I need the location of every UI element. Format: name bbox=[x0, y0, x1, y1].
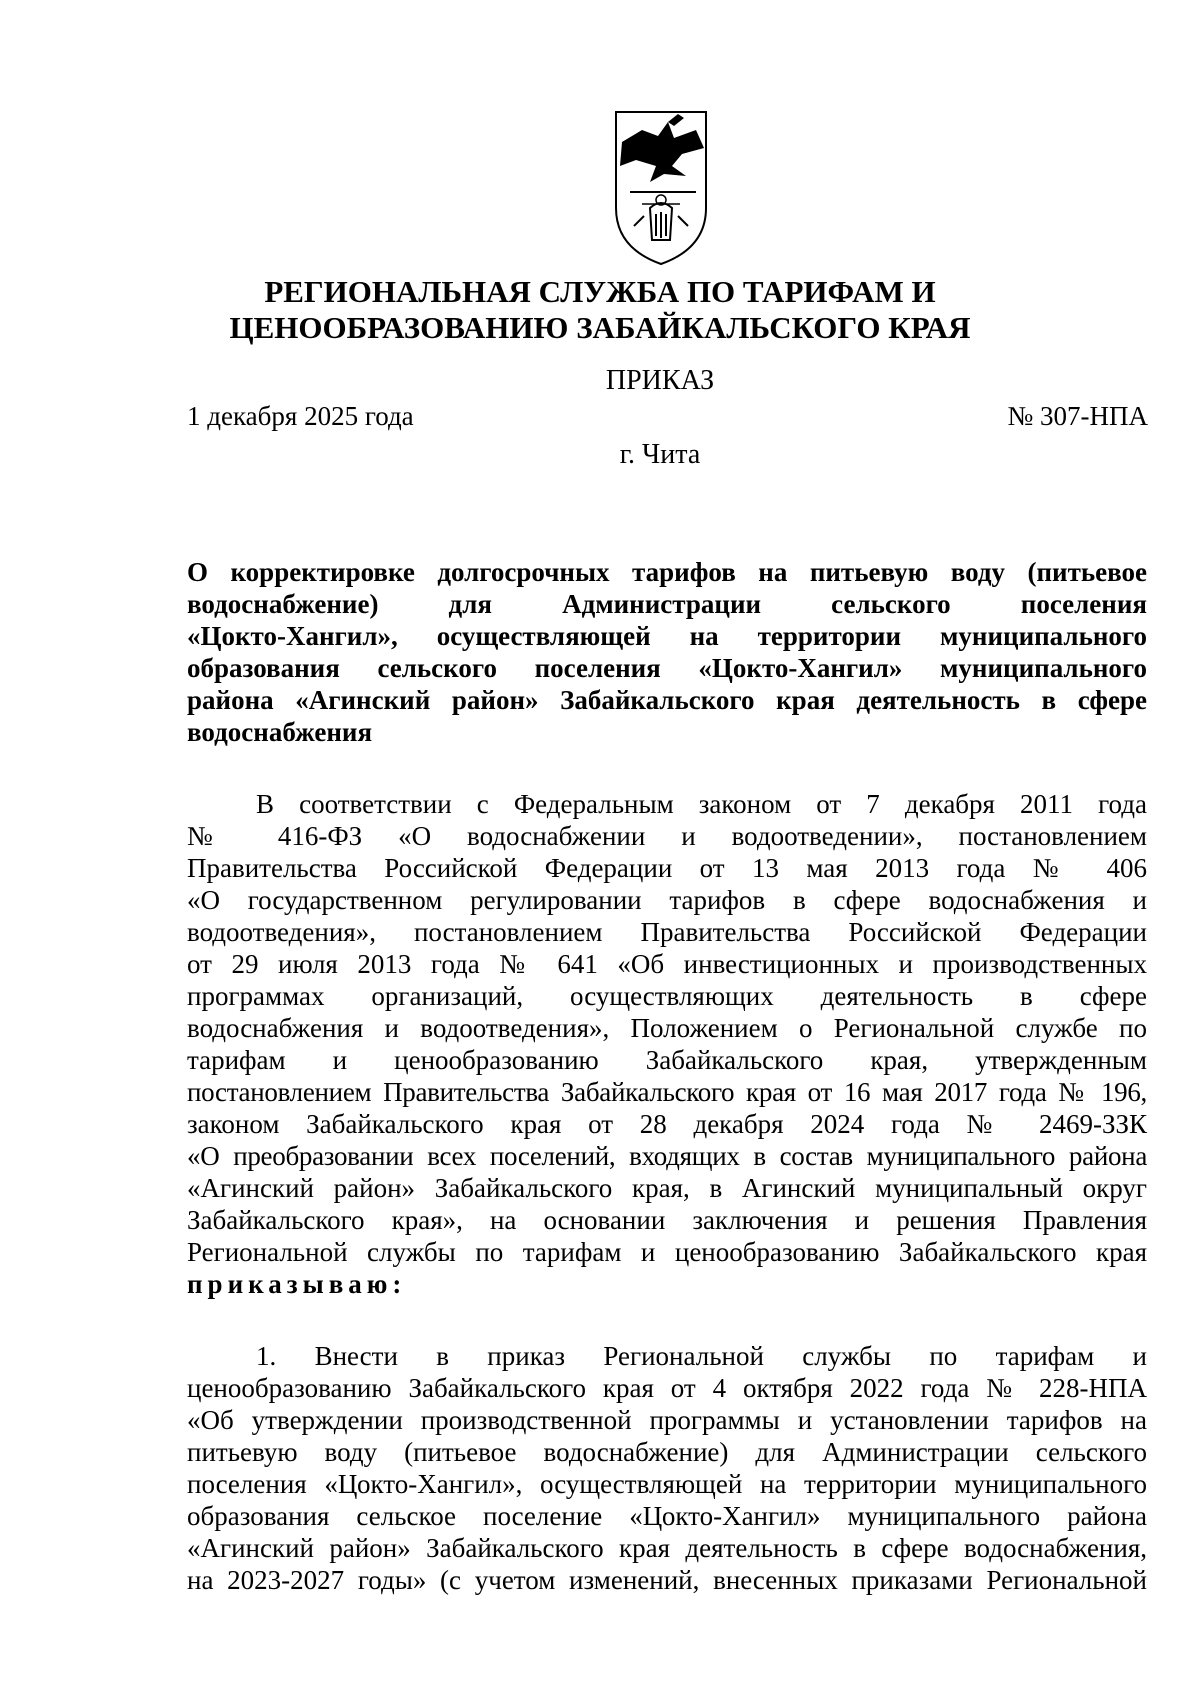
preamble-line: «О государственном регулировании тарифов в сфере водоснабжения и bbox=[187, 885, 1147, 915]
item-1-line: ценообразованию Забайкальского края от 4 октября 2022 года № 228-НПА bbox=[187, 1373, 1147, 1403]
document-date: 1 декабря 2025 года bbox=[187, 401, 414, 431]
item-1-line: 1. Внести в приказ Региональной службы по тарифам и bbox=[256, 1341, 1147, 1371]
preamble-line: водоотведения», постановлением Правительства Российской Федерации bbox=[187, 917, 1147, 947]
preamble-line: Забайкальского края», на основании заключения и решения Правления bbox=[187, 1205, 1147, 1235]
item-1-line: поселения «Цокто-Хангил», осуществляющей на территории муниципального bbox=[187, 1469, 1147, 1499]
item-1-line: питьевую воду (питьевое водоснабжение) для Администрации сельского bbox=[187, 1437, 1147, 1467]
preamble-line: законом Забайкальского края от 28 декабря 2024 года № 2469-ЗЗК bbox=[187, 1109, 1147, 1139]
organization-name-line-2: ЦЕНООБРАЗОВАНИЮ ЗАБАЙКАЛЬСКОГО КРАЯ bbox=[229, 310, 971, 345]
order-word: приказываю: bbox=[187, 1269, 407, 1299]
preamble-line: В соответствии с Федеральным законом от 7 декабря 2011 года bbox=[256, 789, 1147, 819]
title-line: водоснабжение) для Администрации сельского поселения bbox=[187, 589, 1147, 619]
item-1-line: образования сельское поселение «Цокто-Хангил» муниципального района bbox=[187, 1501, 1147, 1531]
preamble-line: программах организаций, осуществляющих деятельность в сфере bbox=[187, 981, 1147, 1011]
item-1-line: на 2023-2027 годы» (с учетом изменений, внесенных приказами Региональной bbox=[187, 1565, 1147, 1595]
preamble-line: № 416-ФЗ «О водоснабжении и водоотведении», постановлением bbox=[187, 821, 1147, 851]
preamble-line: постановлением Правительства Забайкальского края от 16 мая 2017 года № 196, bbox=[187, 1077, 1147, 1107]
title-line: образования сельского поселения «Цокто-Хангил» муниципального bbox=[187, 653, 1147, 683]
document-number: № 307-НПА bbox=[1007, 401, 1148, 431]
document-type: ПРИКАЗ bbox=[605, 365, 715, 396]
title-line: района «Агинский район» Забайкальского края деятельность в сфере bbox=[187, 685, 1147, 715]
preamble-line: водоснабжения и водоотведения», Положением о Региональной службе по bbox=[187, 1013, 1147, 1043]
preamble-line: тарифам и ценообразованию Забайкальского края, утвержденным bbox=[187, 1045, 1147, 1075]
preamble-line: Правительства Российской Федерации от 13 мая 2013 года № 406 bbox=[187, 853, 1147, 883]
item-1-line: «Агинский район» Забайкальского края деятельность в сфере водоснабжения, bbox=[187, 1533, 1147, 1563]
organization-name-line-1: РЕГИОНАЛЬНАЯ СЛУЖБА ПО ТАРИФАМ И bbox=[264, 274, 936, 309]
coat-of-arms-icon bbox=[612, 108, 710, 268]
preamble-line: «Агинский район» Забайкальского края, в Агинский муниципальный округ bbox=[187, 1173, 1147, 1203]
preamble-line: «О преобразовании всех поселений, входящих в состав муниципального района bbox=[187, 1141, 1147, 1171]
preamble-line: Региональной службы по тарифам и ценообразованию Забайкальского края bbox=[187, 1237, 1147, 1267]
preamble-line: от 29 июля 2013 года № 641 «Об инвестиционных и производственных bbox=[187, 949, 1147, 979]
title-line: водоснабжения bbox=[187, 717, 373, 747]
item-1-line: «Об утверждении производственной программы и установлении тарифов на bbox=[187, 1405, 1147, 1435]
document-city: г. Чита bbox=[619, 439, 701, 470]
title-line: «Цокто-Хангил», осуществляющей на территории муниципального bbox=[187, 621, 1147, 651]
title-line: О корректировке долгосрочных тарифов на питьевую воду (питьевое bbox=[187, 557, 1147, 587]
